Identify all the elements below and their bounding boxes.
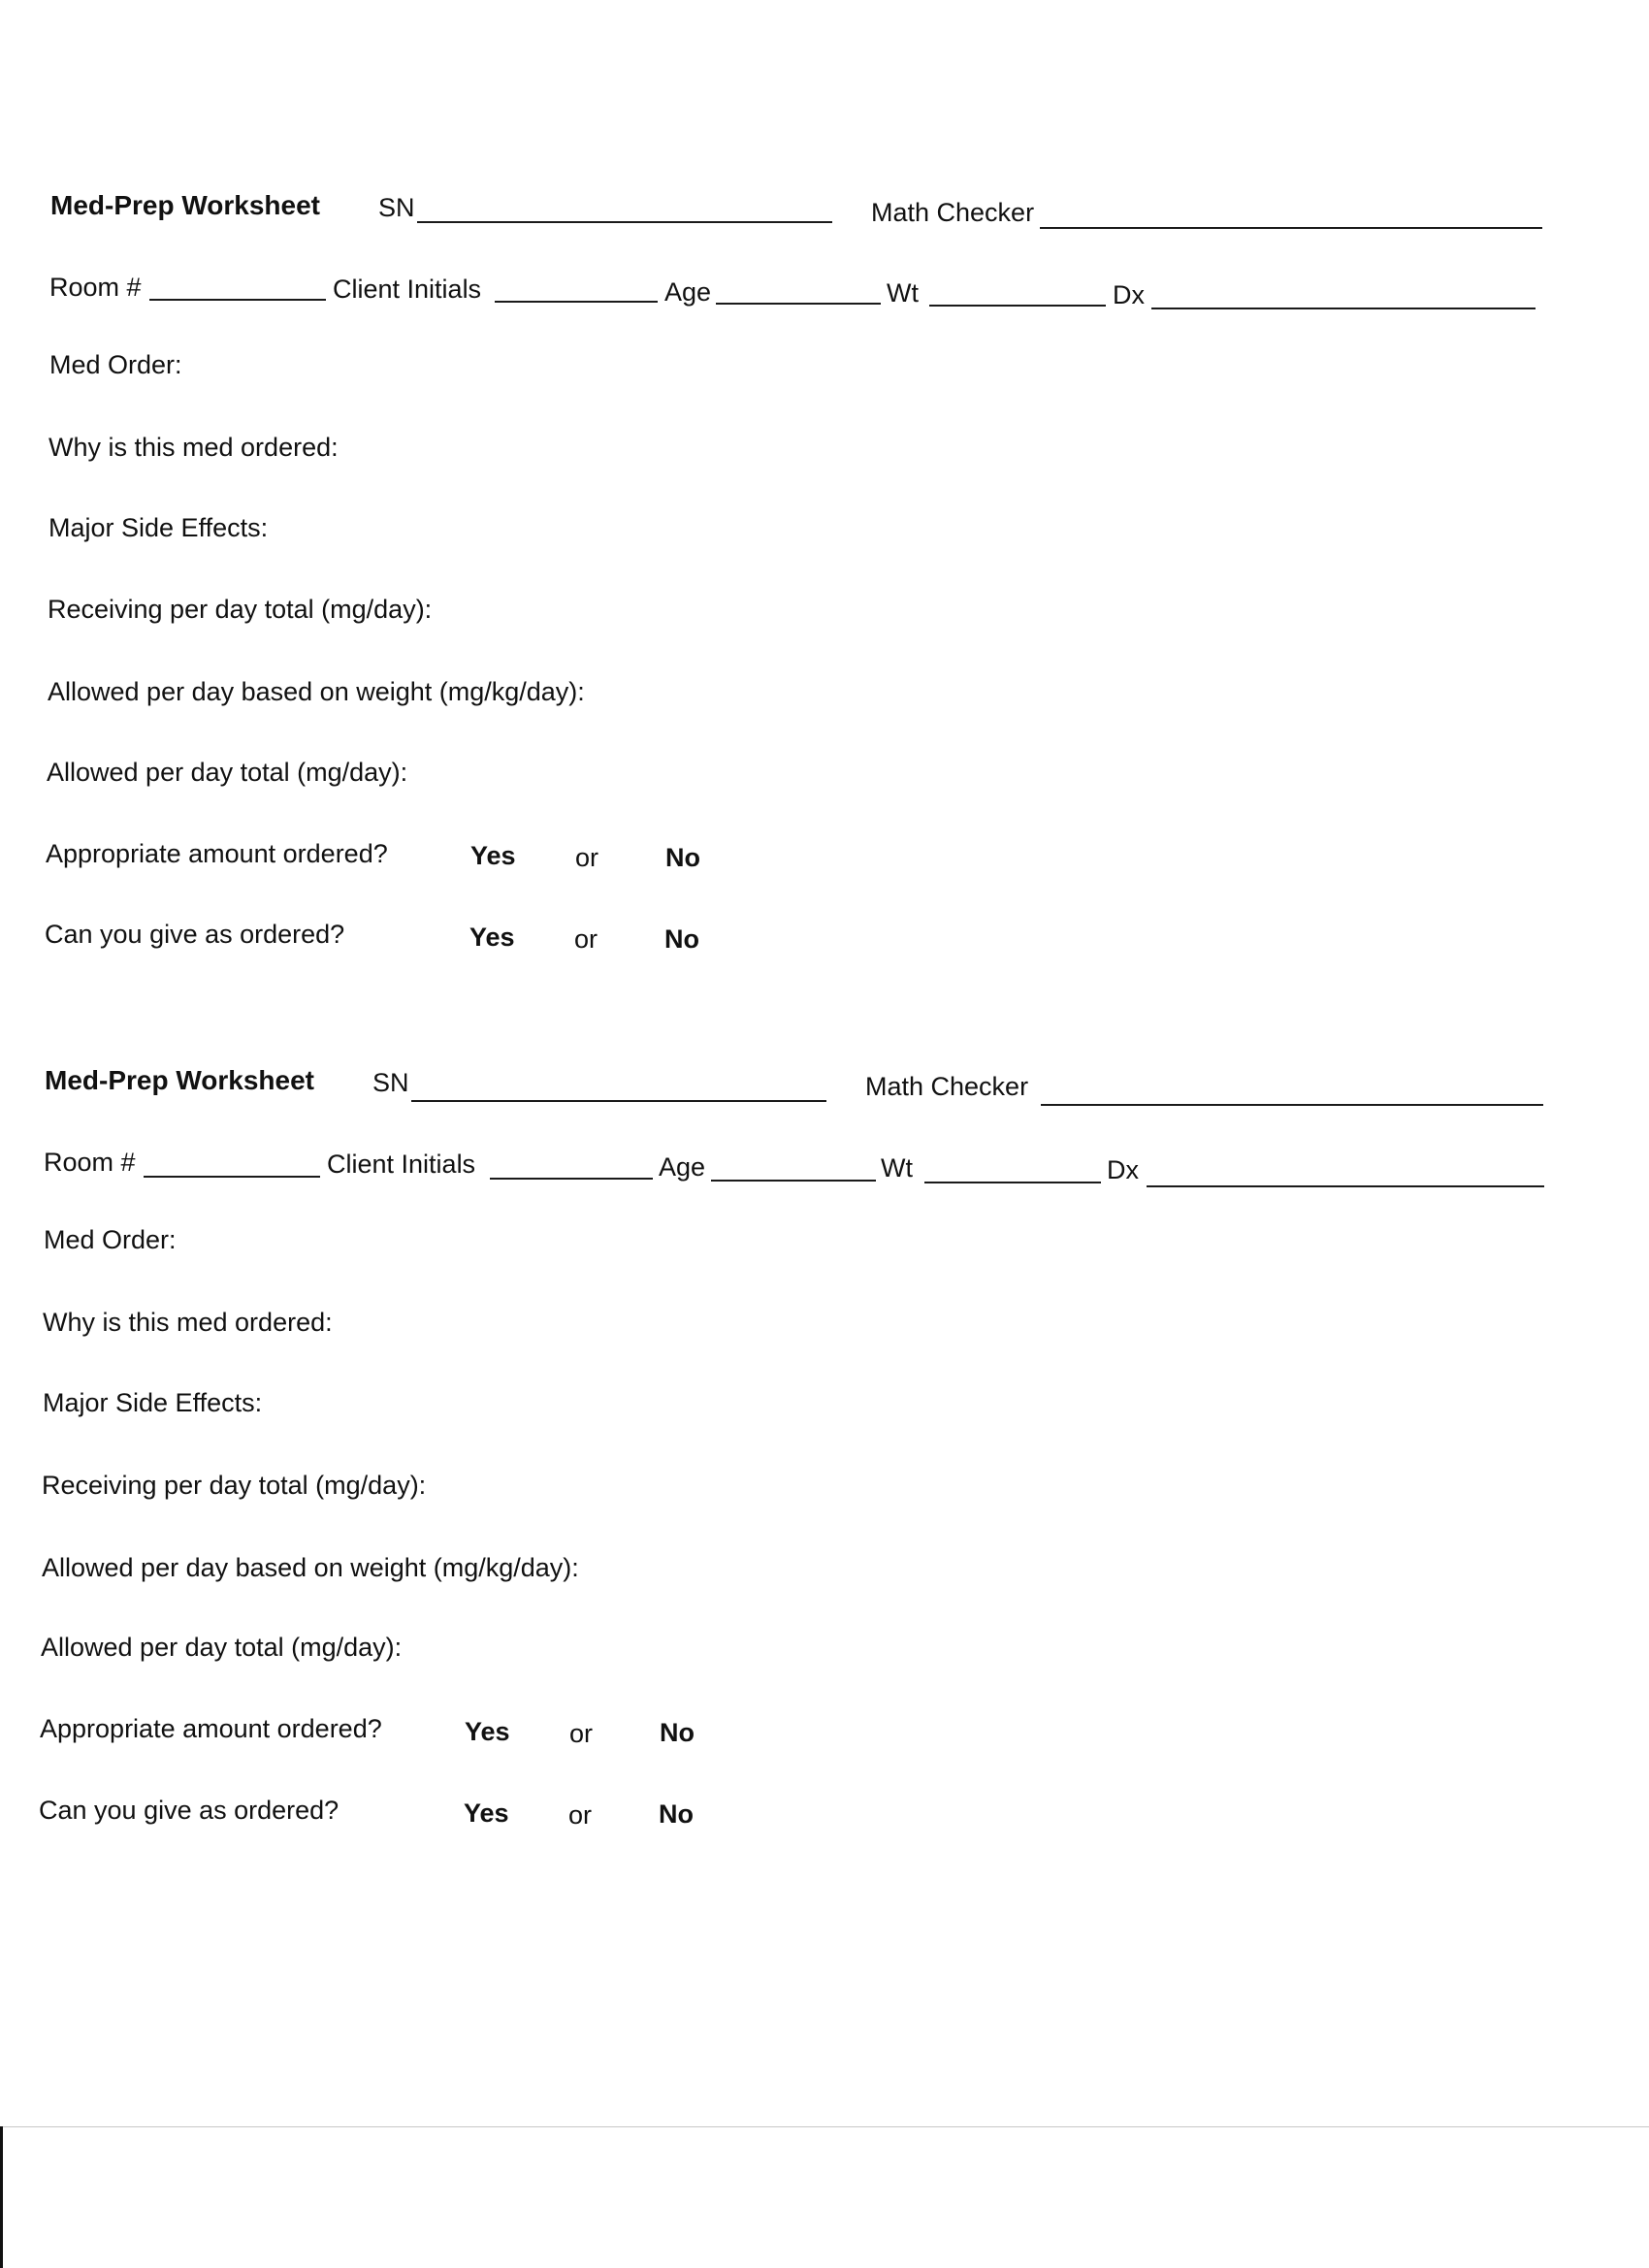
med-order-label: Med Order: xyxy=(49,350,182,379)
allowed-weight-label: Allowed per day based on weight (mg/kg/day): xyxy=(42,1553,579,1582)
page-edge-line xyxy=(0,2126,1649,2127)
math-checker-field[interactable] xyxy=(1040,227,1542,229)
dx-label: Dx xyxy=(1107,1155,1139,1184)
age-label: Age xyxy=(659,1152,706,1182)
can-give-label: Can you give as ordered? xyxy=(39,1796,340,1825)
room-field[interactable] xyxy=(149,299,326,301)
client-initials-label: Client Initials xyxy=(327,1150,476,1179)
appropriate-no-option[interactable]: No xyxy=(660,1718,695,1747)
sn-field[interactable] xyxy=(411,1100,826,1102)
dx-field[interactable] xyxy=(1151,308,1536,309)
allowed-weight-label: Allowed per day based on weight (mg/kg/day): xyxy=(48,677,585,706)
why-ordered-label: Why is this med ordered: xyxy=(48,433,339,462)
wt-label: Wt xyxy=(881,1153,913,1183)
math-checker-label: Math Checker xyxy=(871,198,1035,227)
worksheet-2 xyxy=(0,877,1649,1750)
age-label: Age xyxy=(664,277,712,307)
sn-label: SN xyxy=(378,193,415,222)
appropriate-or-text: or xyxy=(569,1719,594,1748)
why-ordered-label: Why is this med ordered: xyxy=(43,1308,333,1337)
appropriate-yes-option[interactable]: Yes xyxy=(465,1717,510,1746)
appropriate-no-option[interactable]: No xyxy=(665,843,700,872)
scan-edge-mark xyxy=(0,2126,3,2268)
worksheet-title: Med-Prep Worksheet xyxy=(45,1065,314,1095)
room-label: Room # xyxy=(49,273,142,302)
appropriate-amount-label: Appropriate amount ordered? xyxy=(40,1714,382,1743)
worksheet-1 xyxy=(0,0,1649,954)
age-field[interactable] xyxy=(716,303,881,305)
math-checker-label: Math Checker xyxy=(865,1072,1029,1101)
appropriate-amount-label: Appropriate amount ordered? xyxy=(46,839,388,868)
client-initials-field[interactable] xyxy=(490,1178,653,1180)
math-checker-field[interactable] xyxy=(1041,1104,1543,1106)
receiving-per-day-label: Receiving per day total (mg/day): xyxy=(48,595,433,624)
can-give-label: Can you give as ordered? xyxy=(45,920,345,949)
can-give-yes-option[interactable]: Yes xyxy=(469,923,515,952)
wt-field[interactable] xyxy=(929,305,1106,307)
room-label: Room # xyxy=(44,1148,136,1177)
worksheet-title: Med-Prep Worksheet xyxy=(50,190,320,220)
allowed-total-label: Allowed per day total (mg/day): xyxy=(41,1633,403,1662)
side-effects-label: Major Side Effects: xyxy=(48,513,269,542)
dx-label: Dx xyxy=(1113,280,1145,309)
sn-field[interactable] xyxy=(417,221,832,223)
can-give-no-option[interactable]: No xyxy=(664,924,699,954)
can-give-yes-option[interactable]: Yes xyxy=(464,1798,509,1828)
can-give-no-option[interactable]: No xyxy=(659,1799,694,1829)
age-field[interactable] xyxy=(711,1180,876,1182)
appropriate-or-text: or xyxy=(575,843,599,872)
allowed-total-label: Allowed per day total (mg/day): xyxy=(47,758,408,787)
side-effects-label: Major Side Effects: xyxy=(43,1388,263,1417)
wt-field[interactable] xyxy=(924,1182,1101,1183)
med-order-label: Med Order: xyxy=(44,1225,177,1254)
can-give-or-text: or xyxy=(574,924,598,954)
can-give-or-text: or xyxy=(568,1800,593,1830)
sn-label: SN xyxy=(372,1068,409,1097)
wt-label: Wt xyxy=(887,278,919,308)
room-field[interactable] xyxy=(144,1176,320,1178)
dx-field[interactable] xyxy=(1147,1185,1544,1187)
receiving-per-day-label: Receiving per day total (mg/day): xyxy=(42,1471,427,1500)
client-initials-field[interactable] xyxy=(495,301,658,303)
client-initials-label: Client Initials xyxy=(333,275,482,304)
appropriate-yes-option[interactable]: Yes xyxy=(470,841,516,870)
